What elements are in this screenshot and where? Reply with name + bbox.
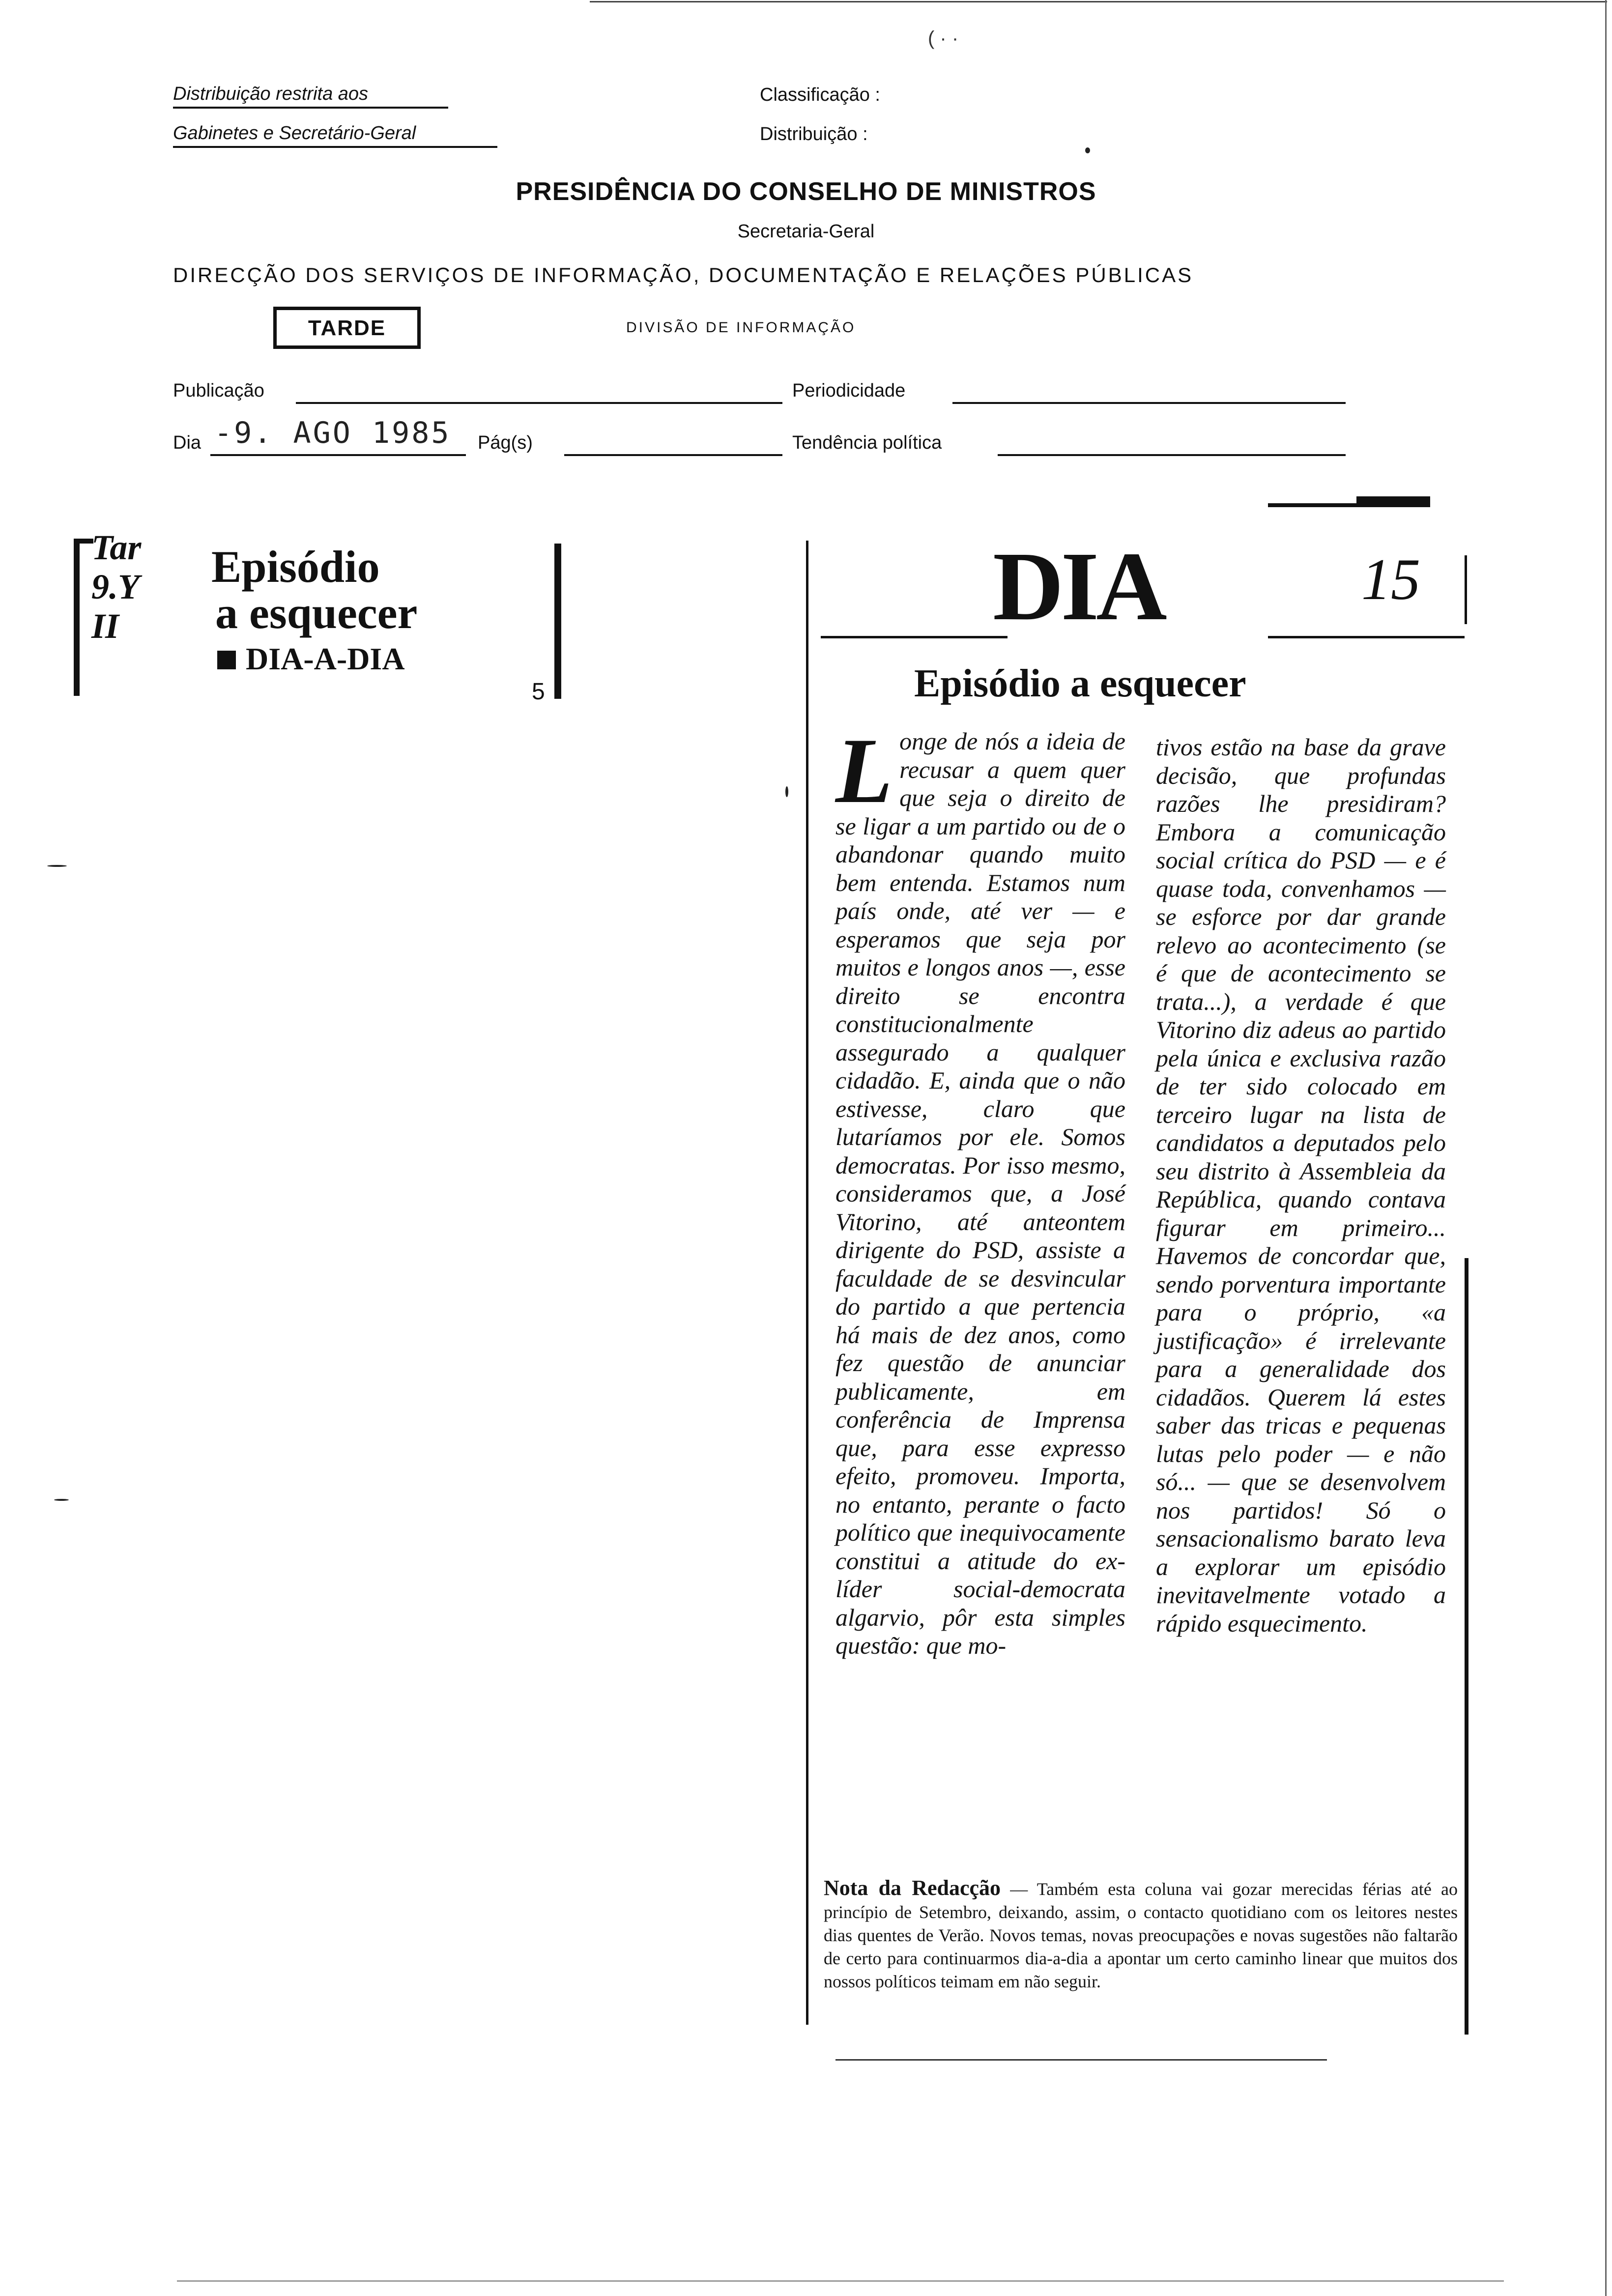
restricted-distribution-line1: Distribuição restrita aos: [173, 84, 448, 109]
index-card-left-bracket-top: [74, 539, 93, 544]
scan-speck: [785, 786, 788, 797]
division-label: DIVISÃO DE INFORMAÇÃO: [626, 319, 856, 336]
handwritten-page-mark: 15: [1361, 546, 1420, 612]
column-1: [835, 719, 1125, 1660]
scan-mark: ( · ·: [928, 28, 959, 49]
dia-field-line: [210, 454, 466, 456]
drop-cap: L: [835, 719, 893, 823]
tendencia-label: Tendência política: [792, 432, 942, 453]
classificacao-label: Classificação :: [760, 85, 880, 105]
editorial-note-text: — Também esta coluna vai gozar merecidas férias até ao princípio de Setembro, deixando, assim, o contacto quotidiano com os leitores nestes dias quentes de Verão. Novos temas, novas preocupações e novas sugestões não faltarão de certo para continuarmos dia-a-dia a apontar um certo caminho linear que muitos dos nossos políticos teimam em não seguir.: [824, 1879, 1458, 1991]
masthead-rule-right: [1268, 636, 1465, 638]
distribuicao-label: Distribuição :: [760, 124, 868, 144]
publicacao-field-line: [296, 402, 782, 404]
dia-label: Dia: [173, 432, 202, 453]
clipping-bottom-rule: [835, 2059, 1327, 2061]
tarde-stamp: TARDE: [273, 307, 421, 349]
scan-speck: [47, 865, 67, 867]
pags-label: Pág(s): [478, 432, 533, 453]
tendencia-field-line: [998, 454, 1346, 456]
editorial-note-label: Nota da Redacção: [824, 1876, 1001, 1900]
pags-field-line: [564, 454, 782, 456]
editorial-note: [824, 1876, 1458, 1993]
scan-bottom-noise: [177, 2280, 1504, 2282]
index-section: DIA-A-DIA: [246, 641, 405, 676]
index-title-line1: Episódio: [211, 542, 380, 592]
index-card-left-bracket: [74, 539, 80, 696]
index-card: [74, 528, 570, 708]
org-title: PRESIDÊNCIA DO CONSELHO DE MINISTROS: [516, 177, 1096, 206]
column-1-text: onge de nós a ideia de recusar a quem quer que seja o direito de se ligar a um partido ou de o abandonar quando muito bem entenda. Estamos num país onde, até ver — e esperamos que seja por muitos e longos anos —, esse direito se encontra constitucionalmente assegurado a qualquer cidadão. E, ainda que o não estivesse, claro que lutaríamos por ele. Somos democratas. Por isso mesmo, consideramos que, a José Vitorino, até anteontem dirigente do PSD, assiste a faculdade de se desvincular do partido a que pertencia há mais de dez anos, como fez questão de anunciar publicamente, em conferência de Imprensa que, para esse expresso efeito, promoveu. Importa, no entanto, perante o facto político que inequivocamente constitui a atitude do ex-líder social-democrata algarvio, pôr esta simples questão: que mo-: [835, 727, 1125, 1659]
date-stamp: -9. AGO 1985: [214, 416, 451, 450]
clipping-left-border: [806, 541, 808, 2025]
index-title-line2: a esquecer: [215, 588, 418, 638]
clipping-right-border-top: [1465, 555, 1467, 624]
periodicidade-label: Periodicidade: [792, 380, 906, 401]
top-edge-line: [590, 1, 1607, 2]
publicacao-label: Publicação: [173, 380, 264, 401]
masthead-rule-left: [821, 636, 1008, 638]
column-2-text: tivos estão na base da grave decisão, que profundas razões lhe presidiram? Embora a comunicação social crítica do PSD — e é quase toda, convenhamos — se esforce por dar grande relevo ao acontecimento (se é que de acontecimento se trata...), a verdade é que Vitorino diz adeus ao partido pela única e exclusiva razão de ter sido colocado em terceiro lugar na lista de candidatos a deputados pelo seu distrito à Assembleia da República, quando contava figurar em primeiro... Havemos de concordar que, sendo porventura importante para o próprio, «a justificação» é irrelevante para a generalidade dos cidadãos. Querem lá estes saber das tricas e pequenas lutas pelo poder — e não só... — que se desenvolvem nos partidos! Só o sensacionalismo barato leva a explorar um episódio inevitavelmente votado a rápido esquecimento.: [1156, 733, 1446, 1637]
directorate-title: DIRECÇÃO DOS SERVIÇOS DE INFORMAÇÃO, DOCUMENTAÇÃO E RELAÇÕES PÚBLICAS: [173, 263, 1194, 287]
clipping-right-border: [1465, 1258, 1468, 2035]
column-2: [1156, 733, 1446, 1637]
right-edge-line: [1605, 0, 1607, 2296]
scan-speck: [1085, 147, 1090, 153]
restricted-distribution-line2: Gabinetes e Secretário-Geral: [173, 123, 497, 148]
index-card-right-bar: [554, 544, 561, 699]
periodicidade-field-line: [952, 402, 1346, 404]
masthead: DIA: [993, 532, 1164, 641]
clipping-top-rule: [1268, 503, 1430, 507]
scan-speck: [54, 1499, 69, 1501]
index-section-bullet: [217, 651, 236, 669]
clipping-top-rule-tip: [1356, 496, 1430, 503]
headline: Episódio a esquecer: [914, 662, 1246, 705]
handwritten-annotation: Tar 9.Y II: [91, 528, 142, 646]
org-subtitle: Secretaria-Geral: [737, 221, 875, 242]
index-page-number: 5: [532, 679, 545, 705]
clipping: [806, 482, 1474, 2059]
